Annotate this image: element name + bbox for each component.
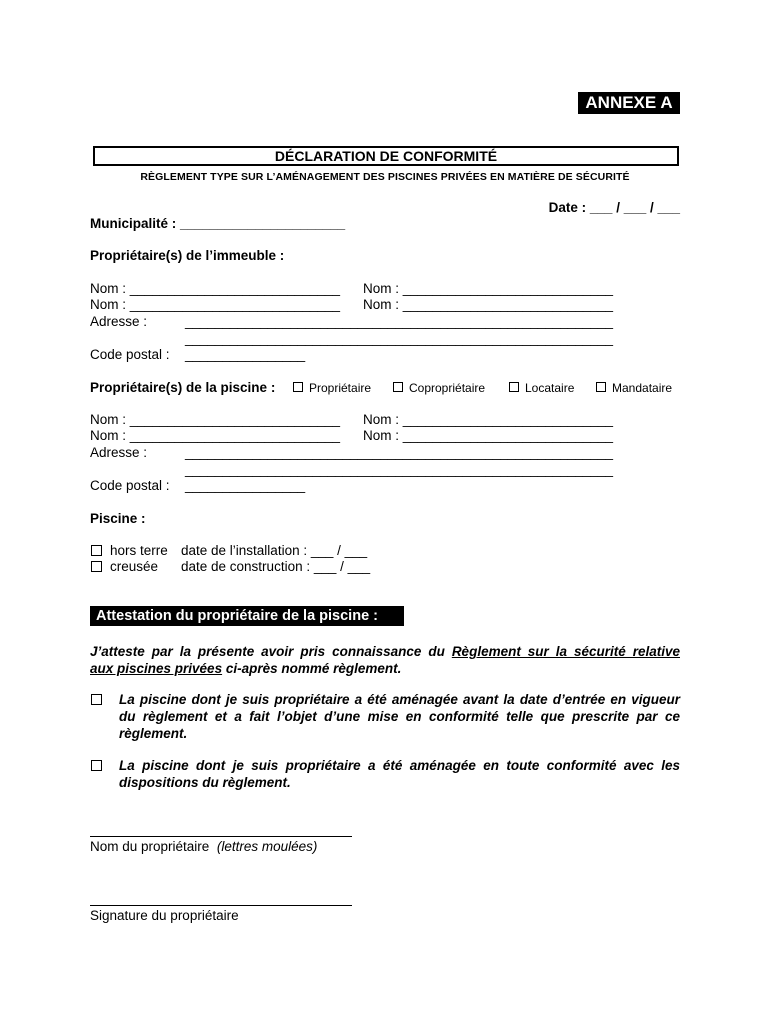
piscine-code-postal-label: Code postal : [90,478,170,493]
checkbox-icon[interactable] [596,382,606,392]
signature-line[interactable] [90,905,352,906]
immeuble-nom-field[interactable]: Nom : ____________________________ [90,297,340,312]
piscine-heading: Piscine : [90,511,146,526]
annexe-label: ANNEXE A [578,92,680,114]
nom-label-text: Nom du propriétaire [90,839,210,854]
attestation-heading: Attestation du propriétaire de la piscine : [90,606,404,626]
piscine-code-postal-field[interactable]: ________________ [185,478,306,493]
immeuble-code-postal-label: Code postal : [90,347,170,362]
immeuble-adresse-label: Adresse : [90,314,148,329]
checkbox-icon[interactable] [91,545,102,556]
immeuble-adresse-field[interactable]: _________________________________________________________ [185,331,613,346]
municipalite-field[interactable]: Municipalité : ______________________ [90,216,346,231]
reglement-title: aux piscines privées [90,661,223,676]
piscine-owner-heading: Propriétaire(s) de la piscine : [90,380,276,395]
option-label: Propriétaire [309,381,372,395]
type-creusee-label: creusée [110,559,159,574]
piscine-nom-field[interactable]: Nom : ____________________________ [90,428,340,443]
immeuble-nom-field[interactable]: Nom : ____________________________ [363,297,613,312]
option-mandataire[interactable] [596,381,672,395]
immeuble-adresse-field[interactable]: _________________________________________________________ [185,314,613,329]
nom-proprietaire-line[interactable] [90,836,352,837]
attestation-option-1-line: La piscine dont je suis propriétaire a été aménagée avant la date d’entrée en vigueur [119,692,680,707]
immeuble-nom-field[interactable]: Nom : ____________________________ [90,281,340,296]
attestation-option-2-line: dispositions du règlement. [119,775,291,790]
option-locataire[interactable] [509,381,574,395]
form-title: DÉCLARATION DE CONFORMITÉ [93,146,679,166]
attestation-option-1-line: règlement. [119,726,188,741]
piscine-adresse-field[interactable]: _________________________________________________________ [185,445,613,460]
nom-proprietaire-label [90,839,317,854]
reglement-title: Règlement sur la sécurité relative [451,644,680,659]
attestation-intro [90,643,680,660]
option-label: Locataire [525,381,575,395]
piscine-nom-field[interactable]: Nom : ____________________________ [363,428,613,443]
checkbox-icon[interactable] [393,382,403,392]
date-installation-field[interactable]: date de l’installation : ___ / ___ [181,543,368,558]
checkbox-icon[interactable] [91,694,102,705]
checkbox-icon[interactable] [91,760,102,771]
immeuble-code-postal-field[interactable]: ________________ [185,347,306,362]
piscine-nom-field[interactable]: Nom : ____________________________ [90,412,340,427]
immeuble-nom-field[interactable]: Nom : ____________________________ [363,281,613,296]
date-construction-field[interactable]: date de construction : ___ / ___ [181,559,371,574]
attestation-option-2-line: La piscine dont je suis propriétaire a été aménagée en toute conformité avec les [119,758,680,773]
piscine-adresse-field[interactable]: _________________________________________________________ [185,462,613,477]
piscine-adresse-label: Adresse : [90,445,148,460]
option-label: Copropriétaire [409,381,486,395]
type-hors-terre-label: hors terre [110,543,168,558]
immeuble-heading: Propriétaire(s) de l’immeuble : [90,248,285,263]
attestation-intro-2 [90,660,401,677]
checkbox-icon[interactable] [293,382,303,392]
nom-hint-text: (lettres moulées) [216,839,318,854]
option-proprietaire[interactable] [293,381,371,395]
form-subtitle: RÈGLEMENT TYPE SUR L’AMÉNAGEMENT DES PISCINES PRIVÉES EN MATIÈRE DE SÉCURITÉ [140,171,630,183]
signature-label: Signature du propriétaire [90,908,239,923]
intro-text: ci-après nommé règlement. [222,661,402,676]
intro-text: J’atteste par la présente avoir pris connaissance du [90,644,452,659]
date-field[interactable]: Date : ___ / ___ / ___ [548,200,680,215]
attestation-option-1-line: du règlement et a fait l’objet d’une mise en conformité telle que prescrite par ce [119,709,680,724]
option-label: Mandataire [612,381,673,395]
checkbox-icon[interactable] [91,561,102,572]
piscine-nom-field[interactable]: Nom : ____________________________ [363,412,613,427]
checkbox-icon[interactable] [509,382,519,392]
option-coproprietaire[interactable] [393,381,485,395]
